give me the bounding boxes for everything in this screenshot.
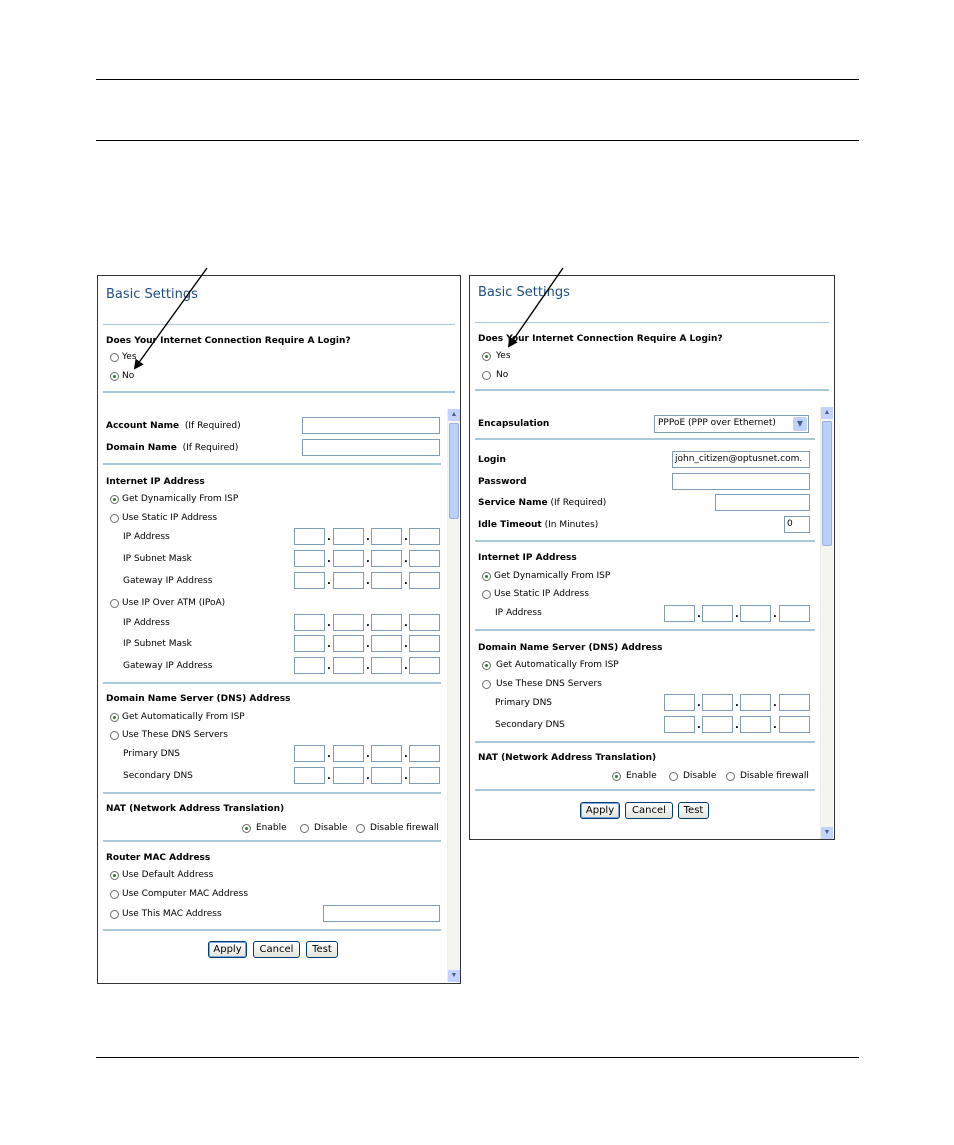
login-question: Does Your Internet Connection Require A Login? <box>106 336 351 346</box>
password-label: Password <box>478 477 527 487</box>
dns-heading: Domain Name Server (DNS) Address <box>478 643 663 653</box>
login-yes-radio[interactable]: Yes <box>110 352 137 362</box>
primary-dns-label: Primary DNS <box>495 698 553 708</box>
internet-ip-heading: Internet IP Address <box>106 477 205 487</box>
idle-timeout-input[interactable]: 0 <box>784 516 810 533</box>
scroll-down-icon[interactable]: ▼ <box>448 970 460 982</box>
nat-disable-radio[interactable]: Disable <box>300 823 347 833</box>
gateway-label: Gateway IP Address <box>123 576 213 586</box>
test-button[interactable]: Test <box>306 941 338 958</box>
get-dynamic-radio[interactable]: Get Dynamically From ISP <box>110 494 238 504</box>
domain-name-label: Domain Name (If Required) <box>106 443 239 453</box>
subnet-mask-label: IP Subnet Mask <box>123 554 192 564</box>
login-yes-radio[interactable]: Yes <box>482 351 511 361</box>
get-dynamic-radio[interactable]: Get Dynamically From ISP <box>482 571 610 581</box>
cancel-button[interactable]: Cancel <box>253 941 300 958</box>
nat-heading: NAT (Network Address Translation) <box>106 804 285 814</box>
encapsulation-select[interactable]: PPPoE (PPP over Ethernet) ▼ <box>654 415 809 433</box>
idle-timeout-label: Idle Timeout (In Minutes) <box>478 520 599 530</box>
nat-disable-firewall-radio[interactable]: Disable firewall <box>726 771 809 781</box>
mac-default-radio[interactable]: Use Default Address <box>110 870 213 880</box>
dns-manual-radio[interactable]: Use These DNS Servers <box>110 730 228 740</box>
panel-title: Basic Settings <box>106 287 198 302</box>
router-mac-heading: Router MAC Address <box>106 853 211 863</box>
mac-this-radio[interactable]: Use This MAC Address <box>110 909 222 919</box>
ipoa-ip-label: IP Address <box>123 618 170 628</box>
apply-button[interactable]: Apply <box>580 802 620 819</box>
ipoa-gateway-label: Gateway IP Address <box>123 661 213 671</box>
encapsulation-label: Encapsulation <box>478 419 550 429</box>
login-no-radio[interactable]: No <box>482 370 508 380</box>
use-static-radio[interactable]: Use Static IP Address <box>482 589 589 599</box>
scroll-down-icon[interactable]: ▼ <box>821 827 833 839</box>
primary-dns-label: Primary DNS <box>123 749 181 759</box>
nat-heading: NAT (Network Address Translation) <box>478 753 657 763</box>
left-basic-settings-panel: Basic Settings Does Your Internet Connection Require A Login? Yes No Account Name (If Required) Domain Name (If Required) Internet IP Address Get Dynamically From ISP Use Static IP Address IP Address . . . IP Subnet Mask . . . Gateway IP Address . . . Use IP Over ATM (IPoA) IP Address . . . IP Subnet Mask . . . Gateway IP Address . . . Domain Name Server (DNS) Address Get Automatically From ISP Use These DNS Servers Primary DNS . . . Secondary DNS . . . NAT (Network Address Translation) Enable Disable Disable firewall Router MAC Address Use Default Address Use Computer MAC Address Use This MAC Address Apply Cancel Test ▲ ▼ <box>97 275 461 984</box>
nat-disable-firewall-radio[interactable]: Disable firewall <box>356 823 439 833</box>
login-no-radio[interactable]: No <box>110 371 134 381</box>
secondary-dns-label: Secondary DNS <box>495 720 565 730</box>
ip-address-label: IP Address <box>123 532 170 542</box>
nat-enable-radio[interactable]: Enable <box>612 771 657 781</box>
ip-address-label: IP Address <box>495 608 542 618</box>
nat-enable-radio[interactable]: Enable <box>242 823 287 833</box>
cancel-button[interactable]: Cancel <box>625 802 673 819</box>
dns-auto-radio[interactable]: Get Automatically From ISP <box>110 712 245 722</box>
login-input[interactable]: john_citizen@optusnet.com. <box>672 451 810 468</box>
secondary-dns-label: Secondary DNS <box>123 771 193 781</box>
ipoa-mask-label: IP Subnet Mask <box>123 639 192 649</box>
dns-heading: Domain Name Server (DNS) Address <box>106 694 291 704</box>
mac-computer-radio[interactable]: Use Computer MAC Address <box>110 889 248 899</box>
scroll-up-icon[interactable]: ▲ <box>448 409 460 421</box>
annotation-arrow-icon <box>509 268 563 346</box>
chevron-down-icon: ▼ <box>793 417 807 431</box>
nat-disable-radio[interactable]: Disable <box>669 771 716 781</box>
dns-manual-radio[interactable]: Use These DNS Servers <box>482 679 602 689</box>
apply-button[interactable]: Apply <box>208 941 247 958</box>
test-button[interactable]: Test <box>678 802 709 819</box>
panel-title: Basic Settings <box>478 285 570 300</box>
dns-auto-radio[interactable]: Get Automatically From ISP <box>482 660 619 670</box>
login-question: Does Your Internet Connection Require A Login? <box>478 334 723 344</box>
internet-ip-heading: Internet IP Address <box>478 553 577 563</box>
use-static-radio[interactable]: Use Static IP Address <box>110 513 217 523</box>
login-label: Login <box>478 455 506 465</box>
account-name-label: Account Name (If Required) <box>106 421 241 431</box>
service-name-label: Service Name (If Required) <box>478 498 607 508</box>
use-ipoa-radio[interactable]: Use IP Over ATM (IPoA) <box>110 598 225 608</box>
right-basic-settings-panel: Basic Settings Does Your Internet Connection Require A Login? Yes No Encapsulation PPPoE (PPP over Ethernet) ▼ Login john_citizen@optusnet.com. Password Service Name (If Required) Idle Timeout (In Minutes) 0 Internet IP Address Get Dynamically From ISP Use Static IP Address IP Address . . . Domain Name Server (DNS) Address Get Automatically From ISP Use These DNS Servers Primary DNS . . . Secondary DNS . . . NAT (Network Address Translation) Enable Disable Disable firewall Apply Cancel Test ▲ ▼ <box>469 275 835 840</box>
scroll-up-icon[interactable]: ▲ <box>821 407 833 419</box>
annotation-arrow-icon <box>135 268 207 368</box>
